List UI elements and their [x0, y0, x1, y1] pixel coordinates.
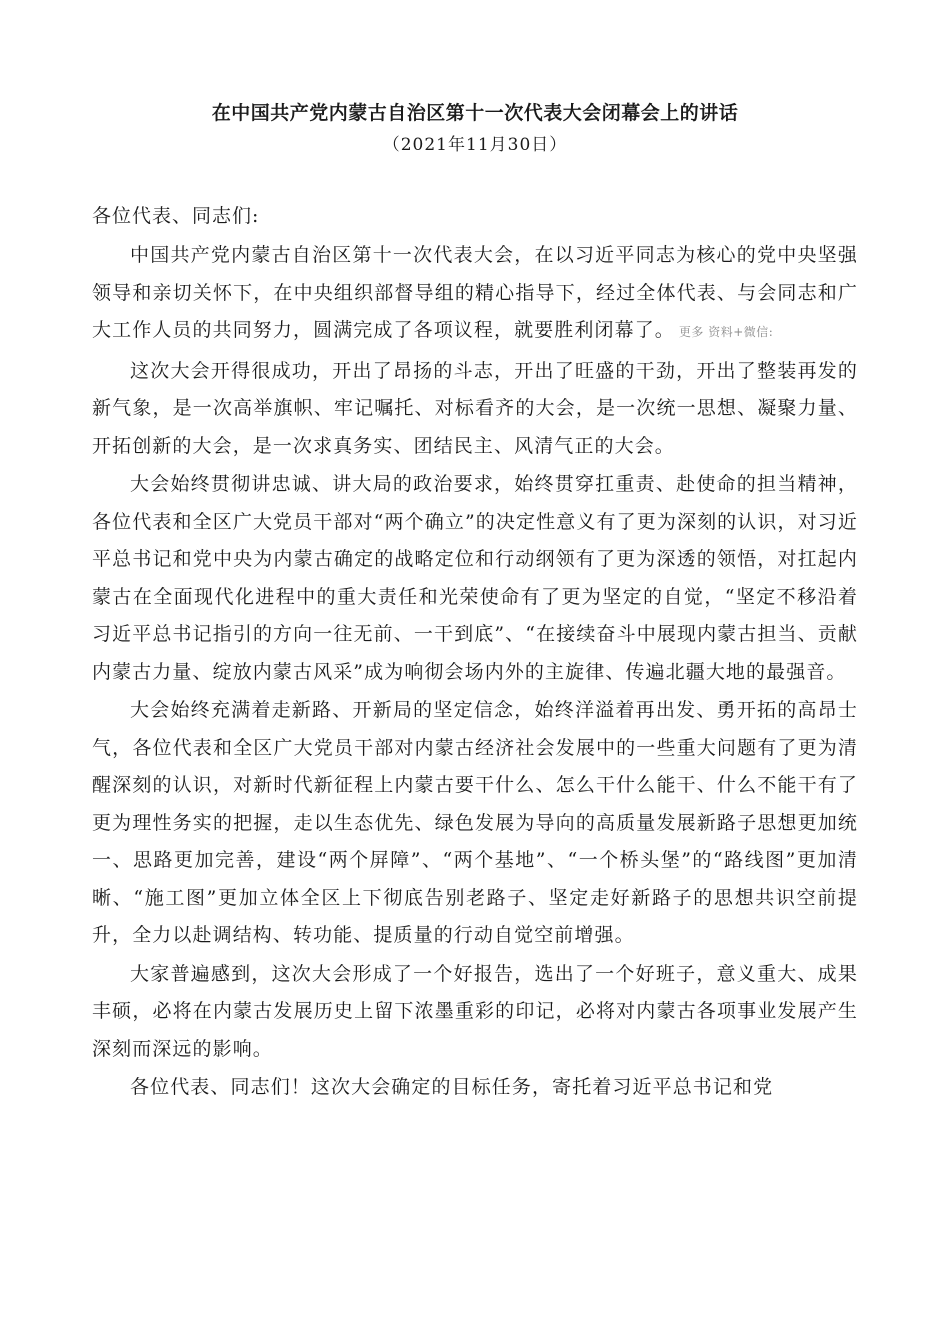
document-page: [92, 96, 858, 1108]
salutation: 各位代表、同志们:: [92, 205, 260, 227]
paragraph-2: 这次大会开得很成功，开出了昂扬的斗志，开出了旺盛的干劲，开出了整装再发的新气象，是一次高举旗帜、牢记嘱托、对标看齐的大会，是一次统一思想、凝聚力量、开拓创新的大会，是一次求真务实、团结民主、风清气正的大会。: [92, 359, 858, 457]
document-title: 在中国共产党内蒙古自治区第十一次代表大会闭幕会上的讲话: [211, 102, 739, 124]
paragraph-1-text: 中国共产党内蒙古自治区第十一次代表大会，在以习近平同志为核心的党中央坚强领导和亲切关怀下，在中央组织部督导组的精心指导下，经过全体代表、与会同志和广大工作人员的共同努力，圆满完成了各项议程，就要胜利闭幕了。: [92, 244, 858, 341]
paragraph-1: [92, 237, 858, 352]
document-date: （2021年11月30日）: [382, 135, 568, 155]
paragraph-5: 大家普遍感到，这次大会形成了一个好报告，选出了一个好班子，意义重大、成果丰硕，必将在内蒙古发展历史上留下浓墨重彩的印记，必将对内蒙古各项事业发展产生深刻而深远的影响。: [92, 962, 858, 1060]
paragraph-3: 大会始终贯彻讲忠诚、讲大局的政治要求，始终贯穿扛重责、赴使命的担当精神，各位代表和全区广大党员干部对“两个确立”的决定性意义有了更为深刻的认识，对习近平总书记和党中央为内蒙古确定的战略定位和行动纲领有了更为深透的领悟，对扛起内蒙古在全面现代化进程中的重大责任和光荣使命有了更为坚定的自觉，“坚定不移沿着习近平总书记指引的方向一往无前、一干到底”、“在接续奋斗中展现内蒙古担当、贡献内蒙古力量、绽放内蒙古风采”成为响彻会场内外的主旋律、传遍北疆大地的最强音。: [92, 473, 858, 683]
inline-note: 更多 资料+微信:: [678, 325, 774, 339]
paragraph-6: 各位代表、同志们！这次大会确定的目标任务，寄托着习近平总书记和党: [130, 1076, 774, 1098]
paragraph-4: 大会始终充满着走新路、开新局的坚定信念，始终洋溢着再出发、勇开拓的高昂士气，各位代表和全区广大党员干部对内蒙古经济社会发展中的一些重大问题有了更为清醒深刻的认识，对新时代新征程上内蒙古要干什么、怎么干什么能干、什么不能干有了更为理性务实的把握，走以生态优先、绿色发展为导向的高质量发展新路子思想更加统一、思路更加完善，建设“两个屏障”、“两个基地”、“一个桥头堡”的“路线图”更加清晰、“施工图”更加立体全区上下彻底告别老路子、坚定走好新路子的思想共识空前提升，全力以赴调结构、转功能、提质量的行动自觉空前增强。: [92, 699, 858, 946]
